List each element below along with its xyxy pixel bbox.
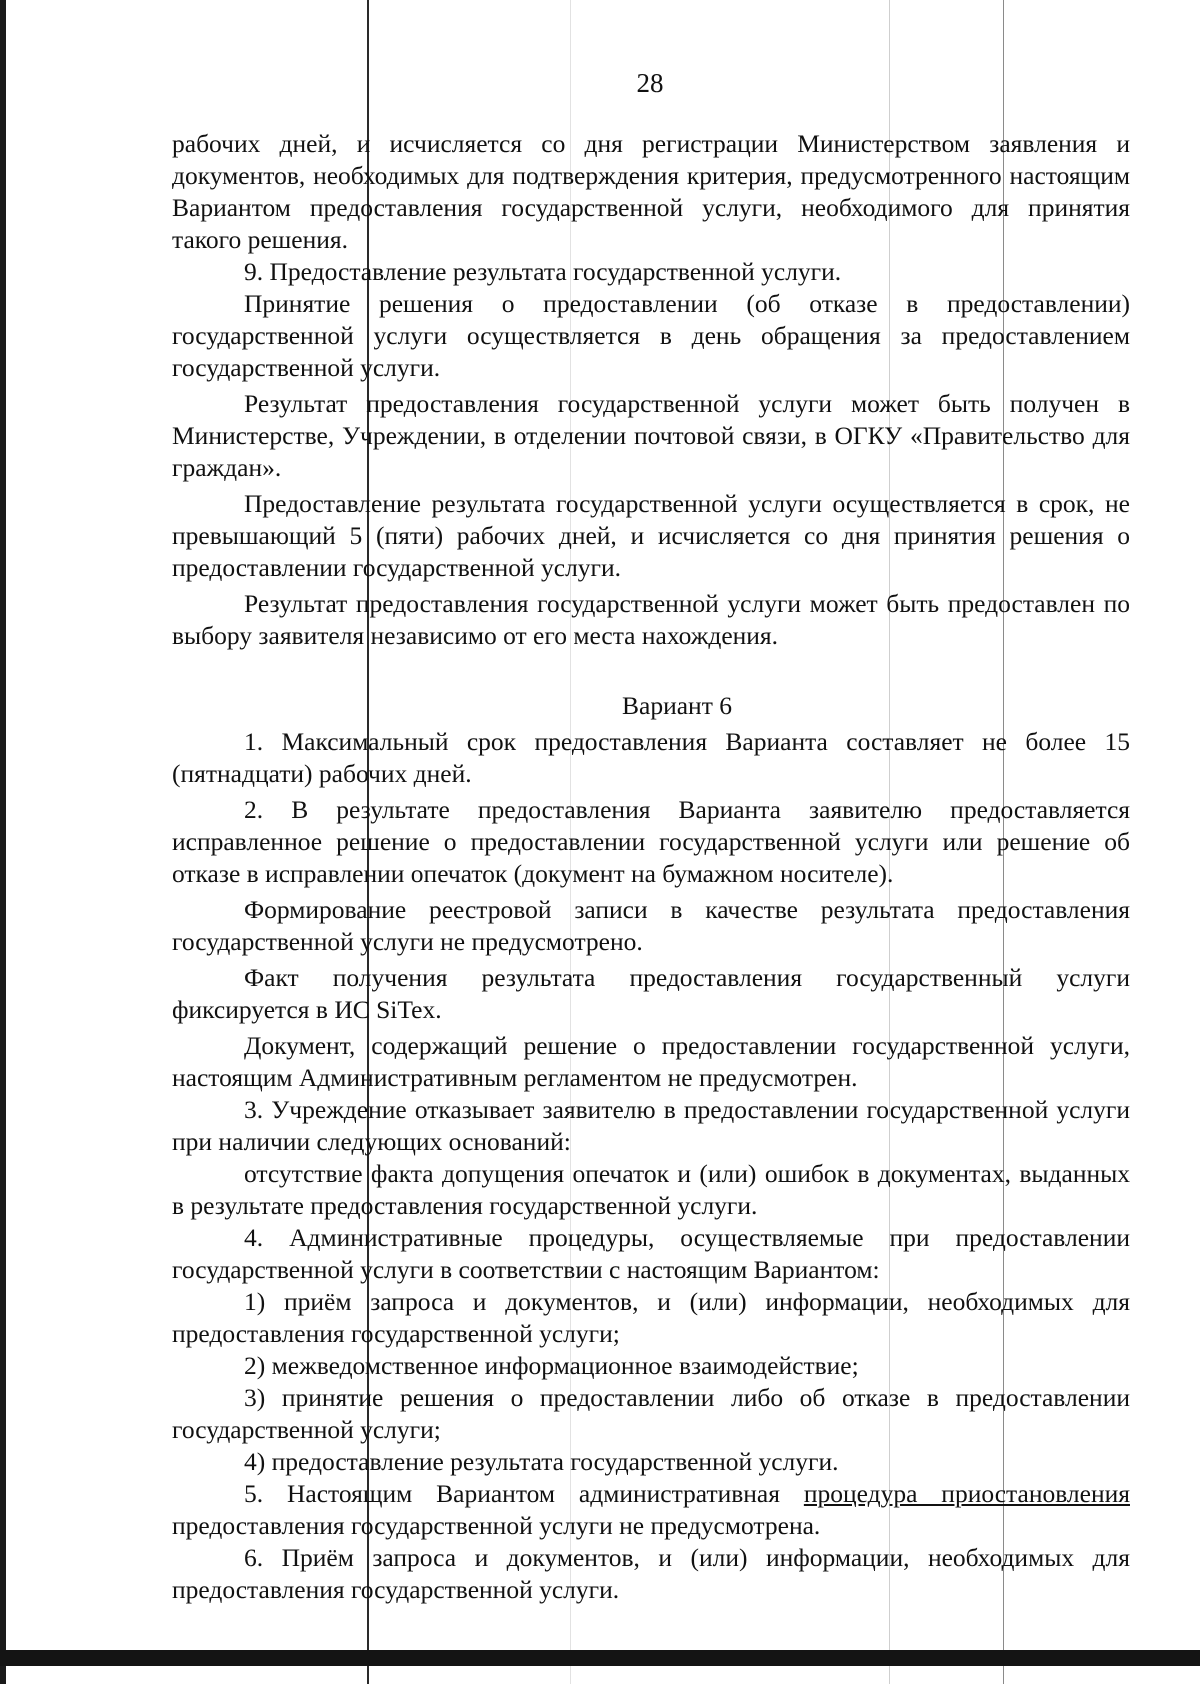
scan-edge-bottom (0, 1650, 1200, 1666)
paragraph: рабочих дней, и исчисляется со дня регистрации Министерством заявления и документов, необходимых для подтверждения критерия, предусмотренного настоящим Вариантом предоставления государственной услуги, необходимого для принятия такого решения. (172, 129, 1130, 254)
paragraph: 2. В результате предоставления Варианта заявителю предоставляется исправленное решение о предоставлении государственной услуги или решение об отказе в исправлении опечаток (документ на бумажном носителе). (172, 795, 1130, 888)
list-item: 1) приём запроса и документов, и (или) информации, необходимых для предоставления государственной услуги; (172, 1287, 1130, 1348)
paragraph: 1. Максимальный срок предоставления Варианта составляет не более 15 (пятнадцати) рабочих дней. (172, 727, 1130, 788)
page-number: 28 (636, 68, 664, 98)
paragraph: 4. Административные процедуры, осуществляемые при предоставлении государственной услуги в соответствии с настоящим Вариантом: (172, 1223, 1130, 1284)
paragraph: Результат предоставления государственной услуги может быть предоставлен по выбору заявителя независимо от его места нахождения. (172, 589, 1130, 650)
document-body (172, 128, 1130, 1606)
paragraph-5-end: предоставления государственной услуги не предусмотрена. (172, 1511, 821, 1540)
list-item: 2) межведомственное информационное взаимодействие; (244, 1351, 859, 1380)
section-heading: Вариант 6 (622, 691, 732, 720)
paragraph-5-start: 5. Настоящим Вариантом административная (244, 1479, 804, 1508)
paragraph: Формирование реестровой записи в качестве результата предоставления государственной услуги не предусмотрено. (172, 895, 1130, 956)
paragraph: Результат предоставления государственной услуги может быть получен в Министерстве, Учреждении, в отделении почтовой связи, в ОГКУ «Правительство для граждан». (172, 389, 1130, 482)
paragraph: отсутствие факта допущения опечаток и (или) ошибок в документах, выданных в результате предоставления государственной услуги. (172, 1159, 1130, 1220)
scan-edge-left (0, 0, 6, 1684)
paragraph: Документ, содержащий решение о предоставлении государственной услуги, настоящим Административным регламентом не предусмотрен. (172, 1031, 1130, 1092)
paragraph: 9. Предоставление результата государственной услуги. (244, 257, 842, 286)
paragraph-6: 6. Приём запроса и документов, и (или) информации, необходимых для предоставления государственной услуги. (172, 1543, 1130, 1604)
paragraph: Принятие решения о предоставлении (об отказе в предоставлении) государственной услуги осуществляется в день обращения за предоставлением государственной услуги. (172, 289, 1130, 382)
paragraph: 3. Учреждение отказывает заявителю в предоставлении государственной услуги при наличии следующих оснований: (172, 1095, 1130, 1156)
list-item: 3) принятие решения о предоставлении либо об отказе в предоставлении государственной услуги; (172, 1383, 1130, 1444)
paragraph: Факт получения результата предоставления государственный услуги фиксируется в ИС SiTex. (172, 963, 1130, 1024)
underlined-phrase: процедура приостановления (803, 1479, 1130, 1508)
list-item: 4) предоставление результата государственной услуги. (244, 1447, 839, 1476)
paragraph-5 (172, 1478, 1130, 1542)
paragraph: Предоставление результата государственной услуги осуществляется в срок, не превышающий 5 (пяти) рабочих дней, и исчисляется со дня принятия решения о предоставлении государственной услуги. (172, 489, 1130, 582)
